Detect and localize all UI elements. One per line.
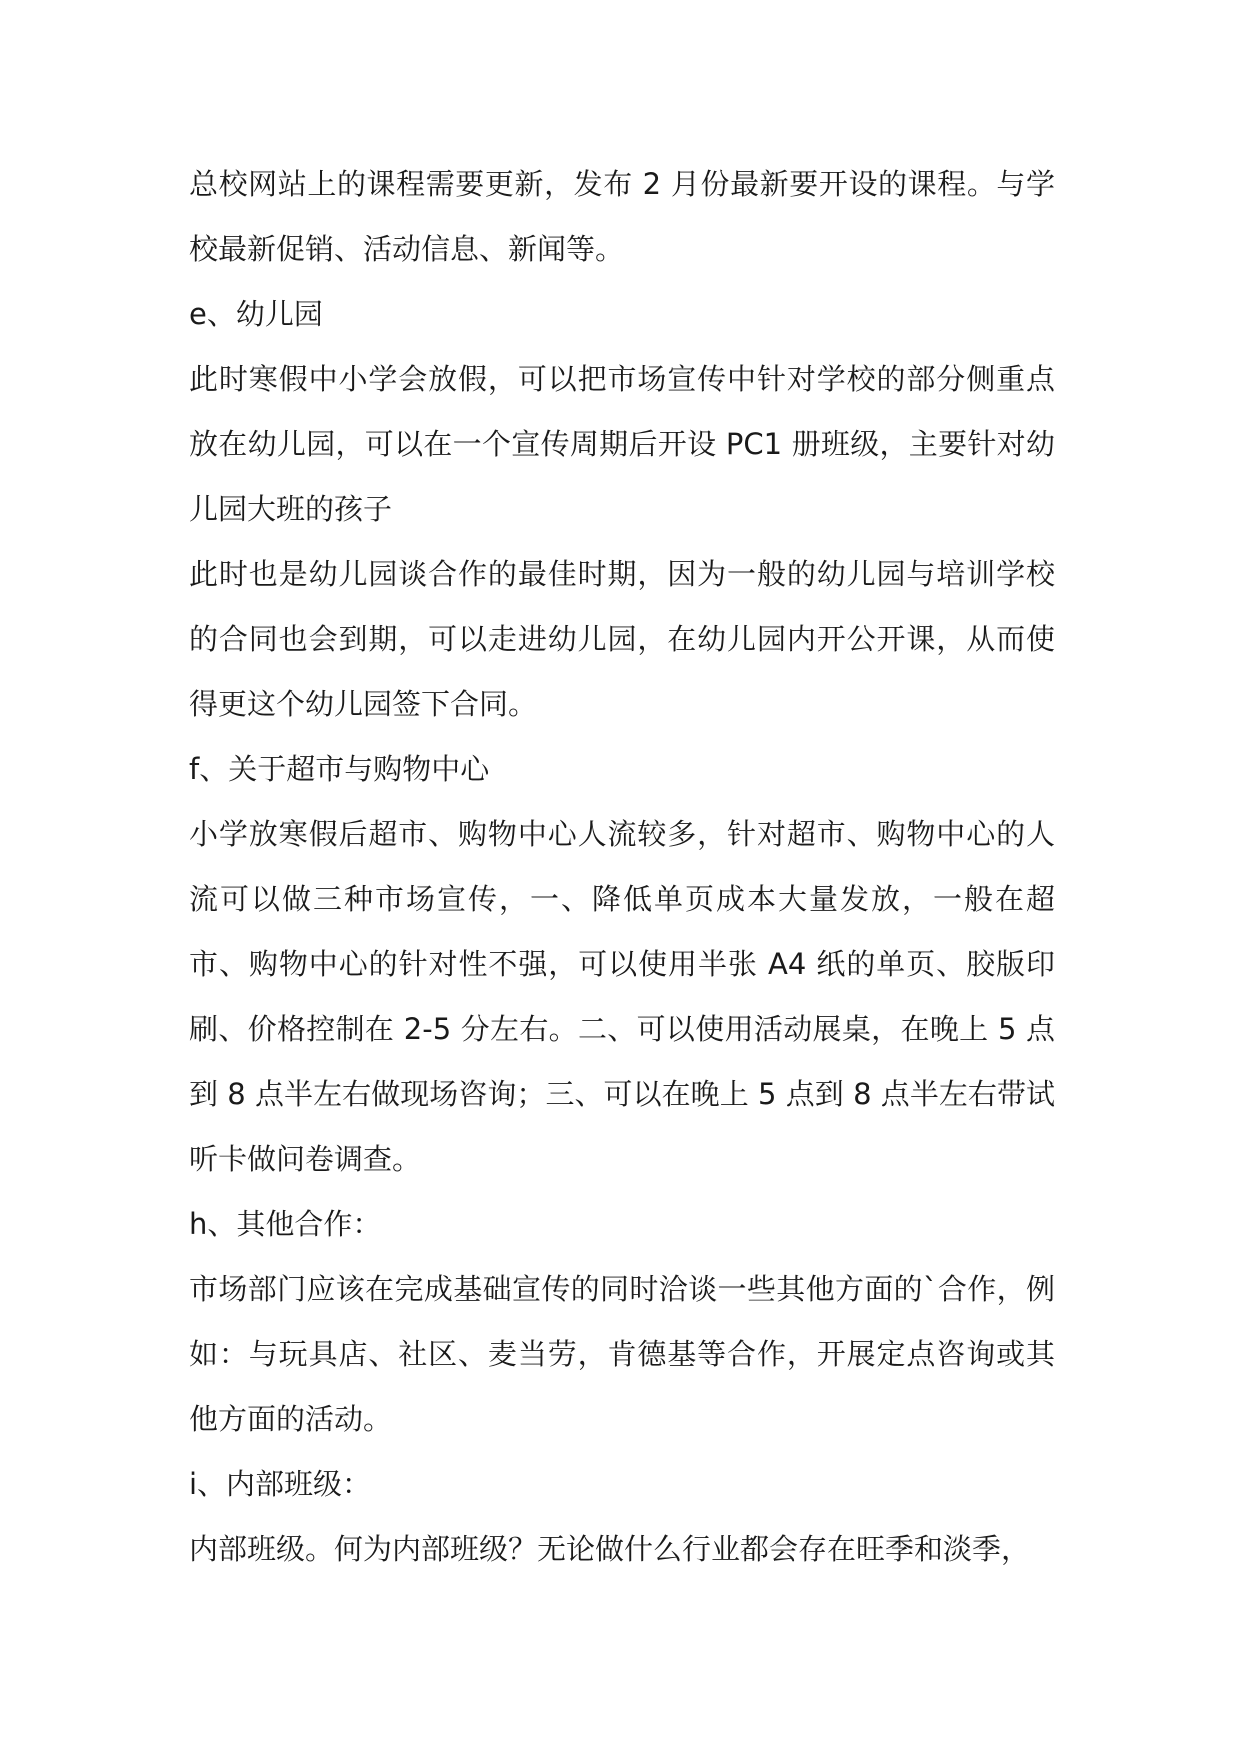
paragraph-kindergarten-winter: 此时寒假中小学会放假，可以把市场宣传中针对学校的部分侧重点放在幼儿园，可以在一个宣传周期后开设 PC1 册班级，主要针对幼儿园大班的孩子 bbox=[189, 362, 1055, 526]
document-body bbox=[189, 152, 1055, 1582]
paragraph-supermarket-promotion: 小学放寒假后超市、购物中心人流较多，针对超市、购物中心的人流可以做三种市场宣传，一、降低单页成本大量发放，一般在超市、购物中心的针对性不强，可以使用半张 A4 纸的单页、胶版印刷、价格控制在 2-5 分左右。二、可以使用活动展桌，在晚上 5 点到 8 点半左右做现场咨询；三、可以在晚上 5 点到 8 点半左右带试听卡做问卷调查。 bbox=[189, 817, 1055, 1176]
paragraph-internal-classes: 内部班级。何为内部班级？无论做什么行业都会存在旺季和淡季， bbox=[189, 1532, 1031, 1566]
heading-other-cooperation: h、其他合作： bbox=[189, 1207, 382, 1241]
paragraph-other-cooperation: 市场部门应该在完成基础宣传的同时洽谈一些其他方面的`合作，例如：与玩具店、社区、麦当劳，肯德基等合作，开展定点咨询或其他方面的活动。 bbox=[189, 1272, 1055, 1436]
paragraph-website-courses: 总校网站上的课程需要更新，发布 2 月份最新要开设的课程。与学校最新促销、活动信息、新闻等。 bbox=[189, 167, 1055, 266]
paragraph-kindergarten-cooperation: 此时也是幼儿园谈合作的最佳时期，因为一般的幼儿园与培训学校的合同也会到期，可以走进幼儿园，在幼儿园内开公开课，从而使得更这个幼儿园签下合同。 bbox=[189, 557, 1055, 721]
heading-kindergarten: e、幼儿园 bbox=[189, 297, 323, 331]
heading-supermarket: f、关于超市与购物中心 bbox=[189, 752, 490, 786]
heading-internal-classes: i、内部班级： bbox=[189, 1467, 372, 1501]
